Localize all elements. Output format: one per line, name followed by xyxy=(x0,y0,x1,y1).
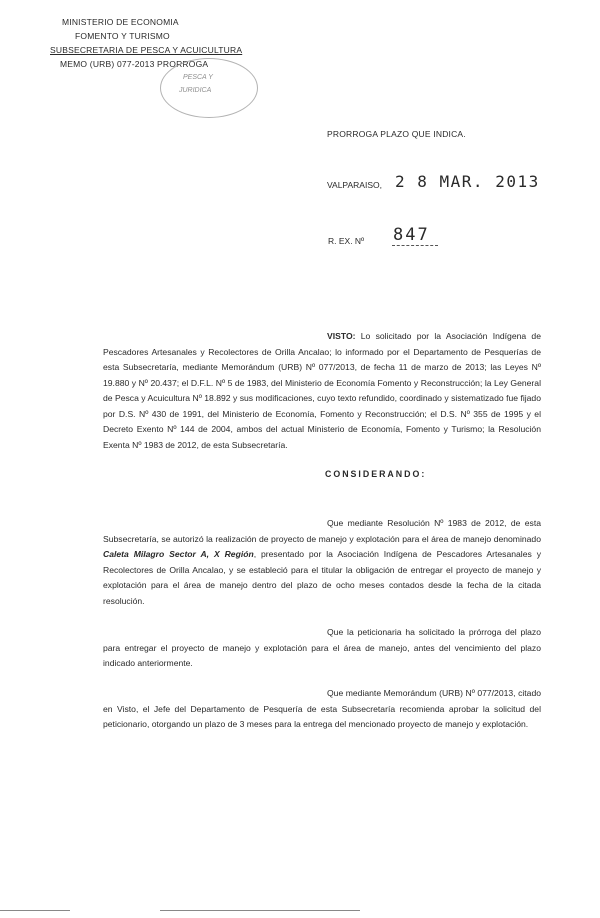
document-date: 2 8 MAR. 2013 xyxy=(395,172,540,191)
considerando-1-text-a: Que mediante Resolución Nº 1983 de 2012, de esta Subsecretaría, se autorizó la realización de proyecto de manejo y explotación para el área de manejo denominado xyxy=(103,518,541,544)
header-subsecretaria: SUBSECRETARIA DE PESCA Y ACUICULTURA xyxy=(50,45,243,55)
considerando-heading: CONSIDERANDO: xyxy=(325,469,427,479)
official-stamp xyxy=(160,58,258,118)
header-ministry: MINISTERIO DE ECONOMIA xyxy=(62,17,179,27)
considerando-1-text-c: , presentado por la Asociación Indígena de Pescadores Artesanales y Recolectores de Orilla Ancalao, y se estableció para el titular la obligación de entregar el proyecto de manejo y explotación para el área de manejo dentro del plazo de ocho meses contados desde la fecha de la citada resolución. xyxy=(103,549,541,606)
considerando-paragraph-1 xyxy=(103,516,541,609)
place-label: VALPARAISO, xyxy=(327,180,382,190)
visto-text: Lo solicitado por la Asociación Indígena de Pescadores Artesanales y Recolectores de Orilla Ancalao; lo informado por el Departamento de Pesquerías de esta Subsecretaría, mediante Memorándum (URB) Nº 077/2013, de fecha 11 de marzo de 2013; las Leyes Nº 19.880 y Nº 20.437; el D.F.L. Nº 5 de 1983, del Ministerio de Economía Fomento y Reconstrucción; la Ley General de Pesca y Acuicultura Nº 18.892 y sus modificaciones, cuyo texto refundido, coordinado y sistematizado fue fijado por D.S. Nº 430 de 1991, del Ministerio de Economía, Fomento y Reconstrucción; el D.S. Nº 355 de 1995 y el Decreto Exento Nº 144 de 2004, ambos del actual Ministerio de Economía, Fomento y Turismo; la Resolución Exenta Nº 1983 de 2012, de esta Subsecretaría. xyxy=(103,331,541,450)
visto-paragraph xyxy=(103,329,541,453)
scan-edge-line-center xyxy=(160,910,360,911)
stamp-text-top: PESCA Y xyxy=(183,74,213,81)
visto-label: VISTO: xyxy=(327,331,356,341)
resolution-number-underline xyxy=(392,245,438,246)
stamp-text-bottom: JURIDICA xyxy=(179,87,212,94)
header-fomento: FOMENTO Y TURISMO xyxy=(75,31,170,41)
considerando-paragraph-2: Que la peticionaria ha solicitado la prórroga del plazo para entregar el proyecto de manejo y explotación para el área de manejo, antes del vencimiento del plazo indicado anteriormente. xyxy=(103,627,541,668)
resolution-number: 847 xyxy=(393,225,430,245)
resolution-label: R. EX. Nº xyxy=(328,236,365,246)
document-subject: PRORROGA PLAZO QUE INDICA. xyxy=(327,129,466,139)
header-memo: MEMO (URB) 077-2013 PRORROGA xyxy=(60,59,209,69)
considerando-paragraph-3: Que mediante Memorándum (URB) Nº 077/2013, citado en Visto, el Jefe del Departamento de Pesquería de esta Subsecretaría recomienda aprobar la solicitud del peticionario, otorgando un plazo de 3 meses para la entrega del mencionado proyecto de manejo y explotación. xyxy=(103,688,541,729)
scan-edge-line-left xyxy=(0,910,70,911)
area-name: Caleta Milagro Sector A, X Región xyxy=(103,549,254,559)
